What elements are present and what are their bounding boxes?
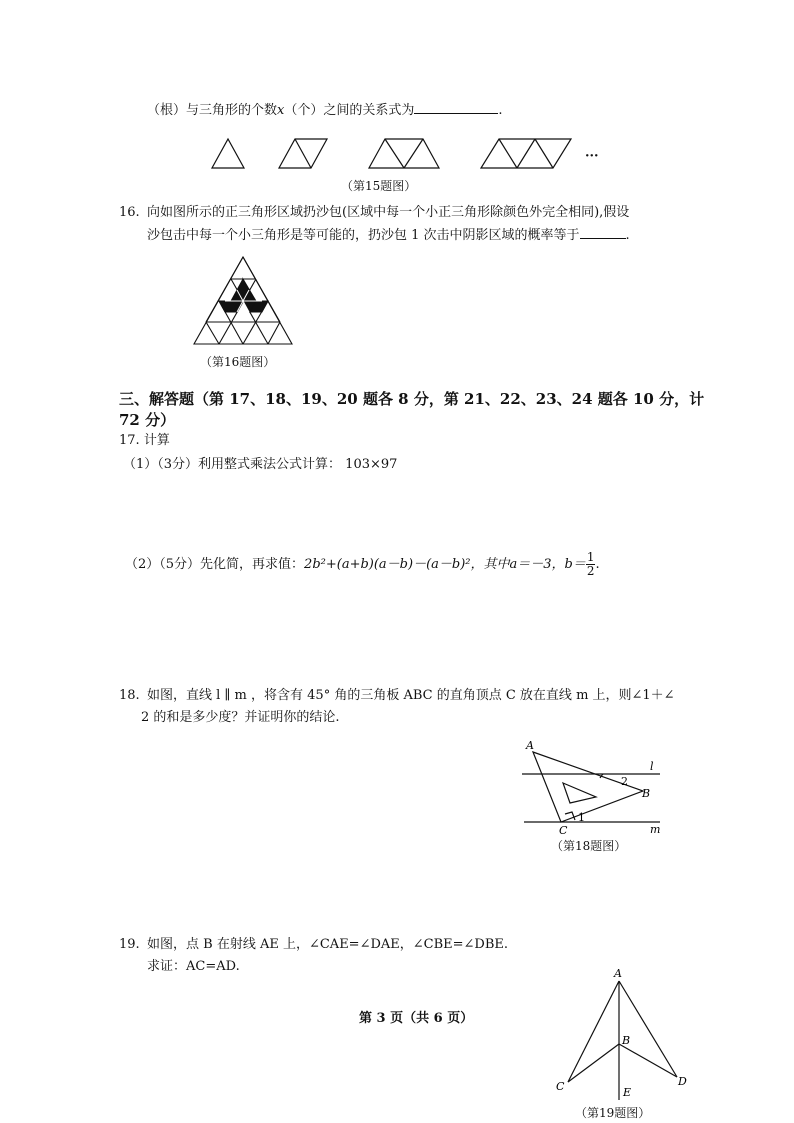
- q17-title: 计算: [143, 433, 170, 448]
- q18-label-angle2: 2: [621, 775, 628, 788]
- q18-label-m: m: [650, 823, 661, 836]
- q17-number: 17.: [119, 433, 140, 448]
- q16-caption: （第16题图）: [200, 355, 276, 369]
- q17-fraction-numerator: 1: [586, 550, 595, 564]
- q17-part2-end: .: [595, 557, 600, 572]
- q18-label-C: C: [559, 824, 568, 837]
- q19-segment-BD: [619, 1044, 677, 1077]
- q19-line1: 如图，点 B 在射线 AE 上，∠CAE=∠DAE，∠CBE=∠DBE.: [147, 937, 509, 952]
- q15-text-b: （个）之间的关系式为: [284, 103, 415, 118]
- q17-fraction-denominator: 2: [586, 564, 595, 578]
- q16-end: .: [625, 228, 630, 243]
- q19-segment-BC: [568, 1044, 619, 1082]
- q15-text-a: （根）与三角形的个数: [147, 103, 278, 118]
- q19-segment-AC: [568, 981, 619, 1082]
- q18-line2: 2 的和是多少度？并证明你的结论.: [141, 710, 340, 725]
- q19-label-D: D: [678, 1075, 687, 1088]
- q19-caption: （第19题图）: [575, 1106, 651, 1120]
- q15-caption: （第15题图）: [341, 179, 417, 193]
- q16-number: 16.: [119, 205, 140, 220]
- q18-label-A: A: [526, 739, 534, 752]
- q18-label-angle1: 1: [578, 811, 585, 824]
- q15-ellipsis: ···: [585, 149, 599, 164]
- q17-part2-prefix: （2）（5分）先化简，再求值：: [125, 557, 305, 572]
- q16-line1: 向如图所示的正三角形区域扔沙包(区域中每一个小正三角形除颜色外完全相同),假设: [147, 205, 630, 220]
- q15-var-x: x: [277, 103, 285, 118]
- section3-heading-line1: 三、解答题（第 17、18、19、20 题各 8 分，第 21、22、23、24 题各 10 分，计: [119, 390, 705, 408]
- q19-label-B: B: [622, 1034, 631, 1047]
- q18-label-B: B: [642, 787, 651, 800]
- q18-label-l: l: [650, 760, 654, 773]
- section3-heading-line2: 72 分）: [119, 411, 176, 429]
- q19-number: 19.: [119, 937, 140, 952]
- q18-line1: 如图，直线 l ∥ m ，将含有 45° 角的三角板 ABC 的直角顶点 C 放在直线 m 上，则∠1＋∠: [147, 688, 675, 703]
- q17-part1: （1）（3分）利用整式乘法公式计算： 103×97: [123, 457, 398, 472]
- q16-line2: 沙包击中每一个小三角形是等可能的，扔沙包 1 次击中阴影区域的概率等于: [147, 228, 580, 243]
- q18-caption: （第18题图）: [551, 839, 627, 853]
- q19-line2: 求证：AC=AD.: [147, 959, 240, 974]
- q17-part2-expression: 2b²+(a+b)(a－b)－(a－b)²，其中a＝－3，b＝: [304, 557, 586, 572]
- q15-end: .: [498, 103, 503, 118]
- q19-label-C: C: [556, 1080, 565, 1093]
- q19-label-A: A: [614, 967, 622, 980]
- page-footer: 第 3 页（共 6 页）: [359, 1011, 474, 1026]
- q18-number: 18.: [119, 688, 140, 703]
- q19-segment-AD: [619, 981, 677, 1077]
- q19-label-E: E: [623, 1086, 632, 1099]
